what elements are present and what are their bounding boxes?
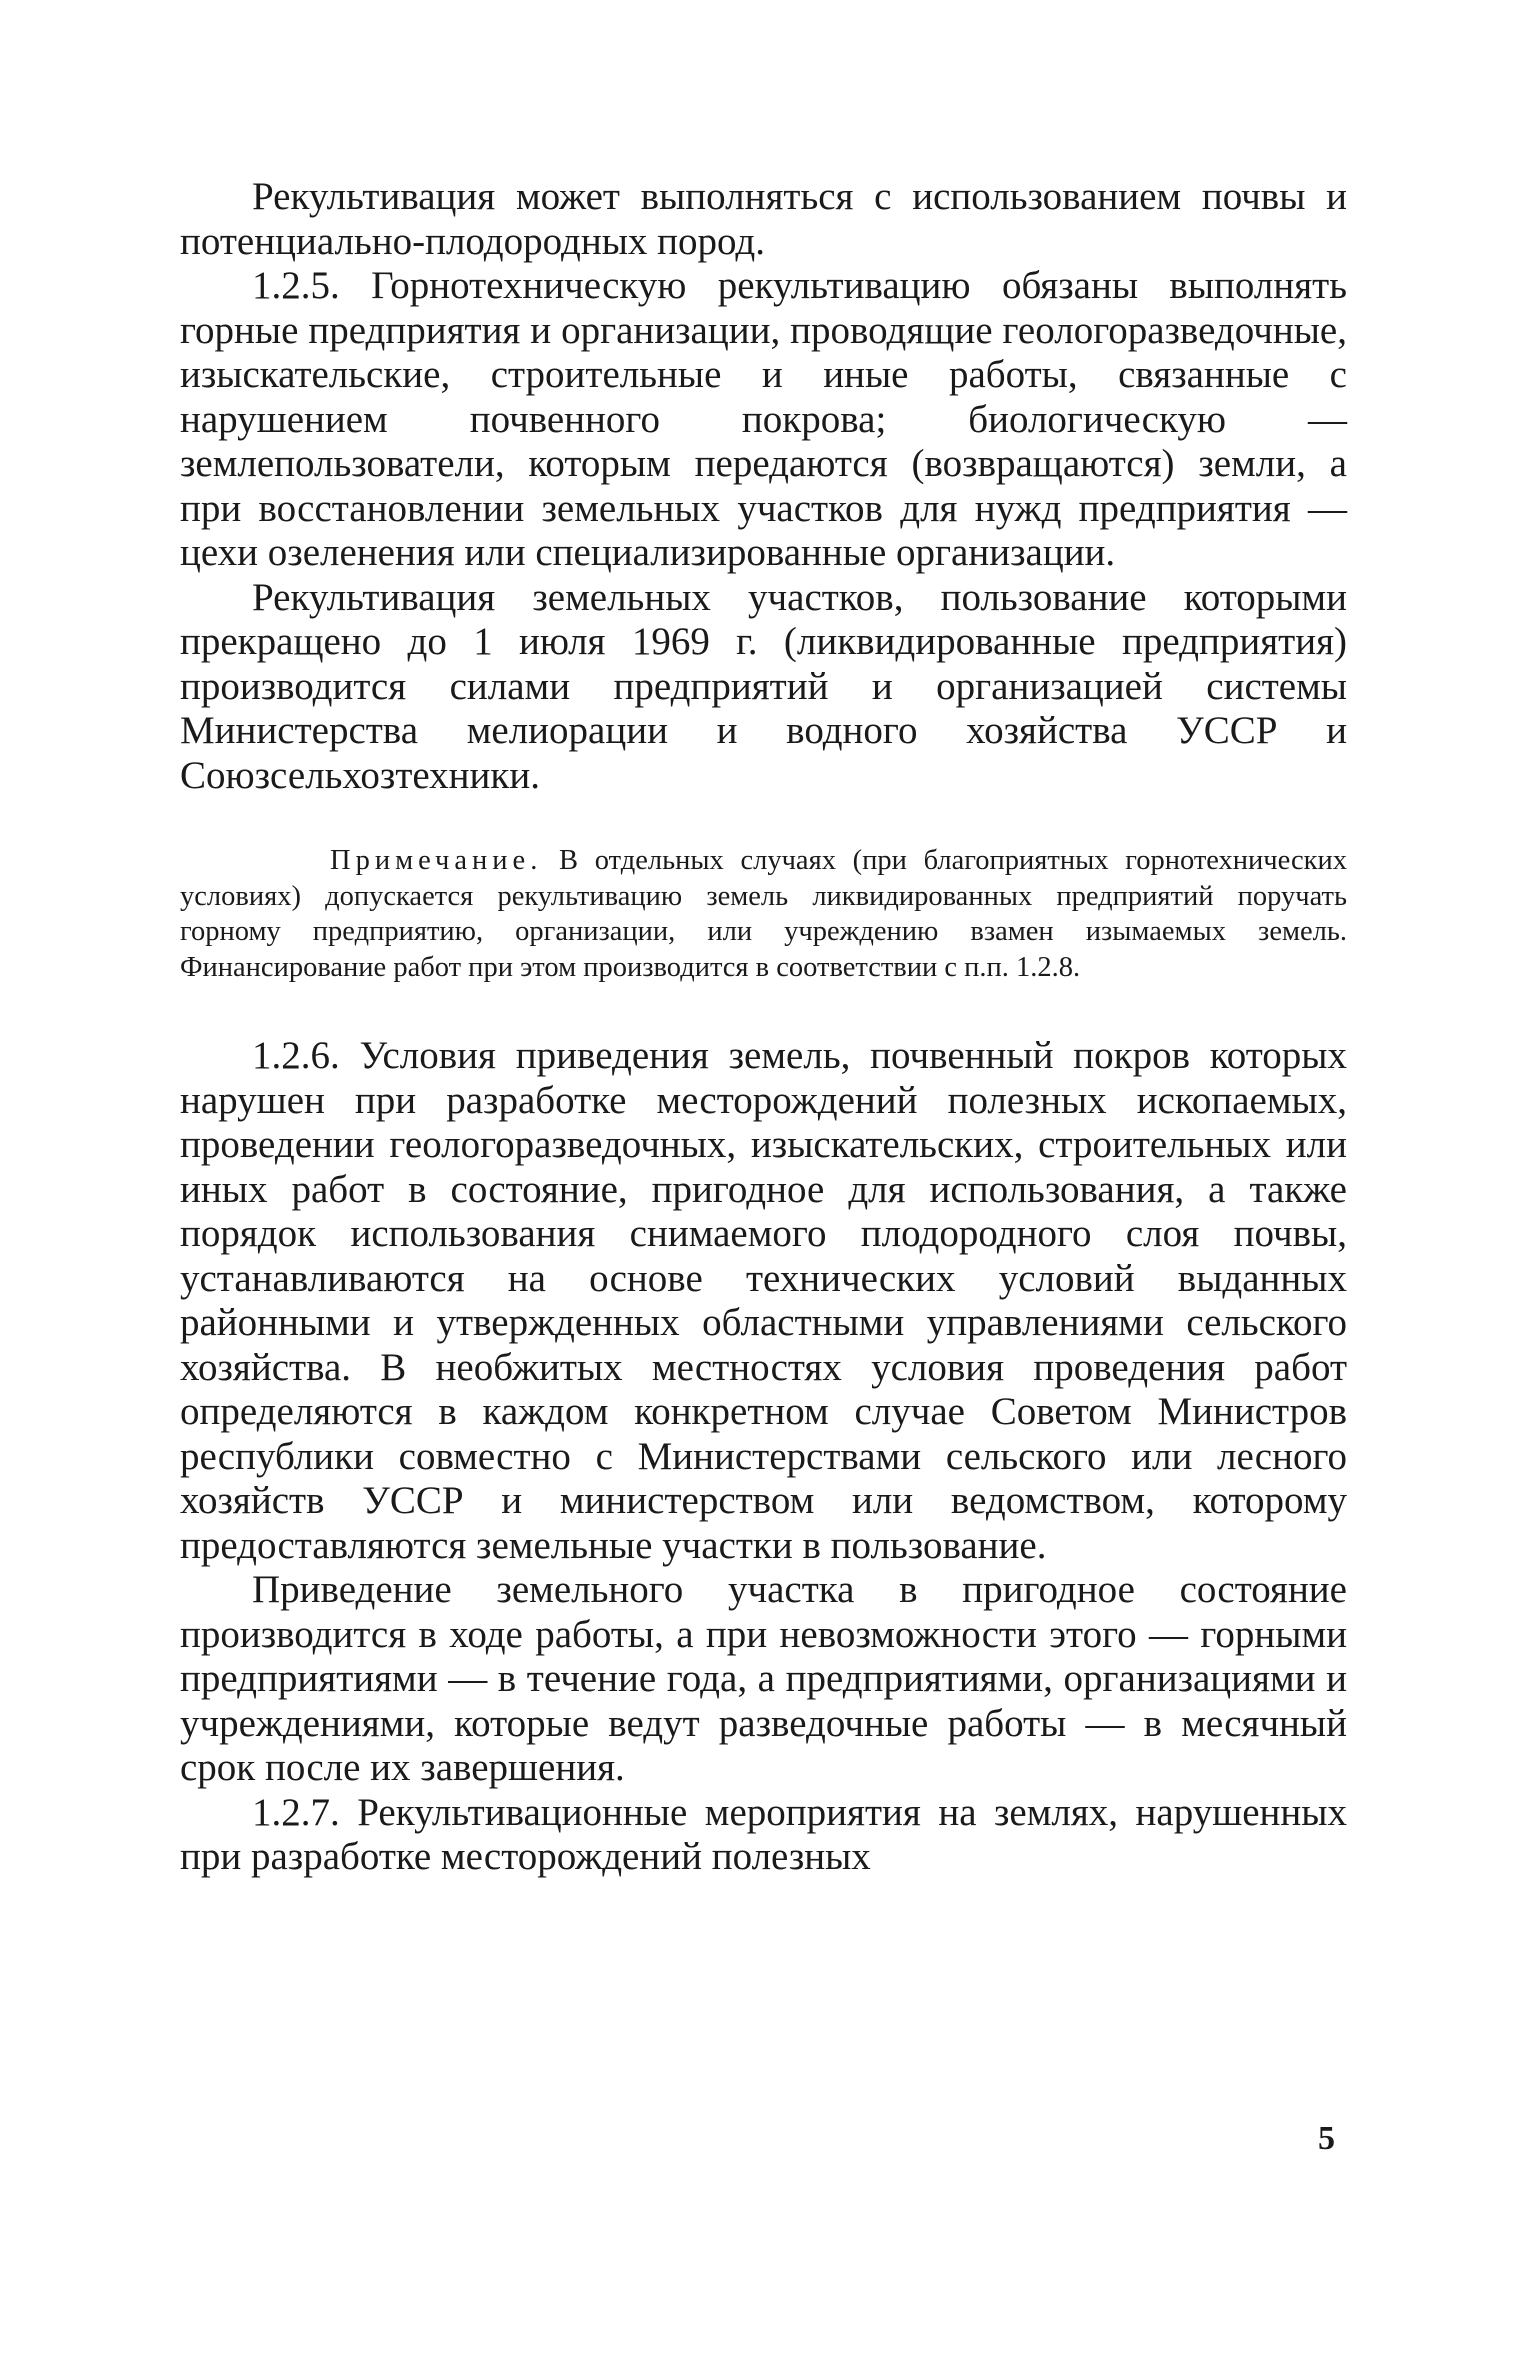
- paragraph-1-2-7: 1.2.7. Рекультивационные мероприятия на землях, нарушенных при разработке месторождений полезных: [180, 1790, 1347, 1878]
- note-text: В отдельных случаях (при благоприятных горнотехнических условиях) допускается рекультивацию земель ликвидированных предприятий поручать горному предприятию, организации, или учреждению взамен изымаемых земель. Финансирование работ при этом производится в соответствии с п.п. 1.2.8.: [180, 845, 1347, 983]
- note-label: Примечание.: [330, 845, 543, 876]
- text-column: [180, 175, 1347, 1880]
- paragraph-liquidated-enterprises: Рекультивация земельных участков, пользование которыми прекращено до 1 июля 1969 г. (ликвидированные предприятия) производится силами предприятий и организацией системы Министерства мелиорации и водного хозяйства УССР и Союзсельхозтехники.: [180, 575, 1347, 797]
- paragraph-1-2-6: 1.2.6. Условия приведения земель, почвенный покров которых нарушен при разработке месторождений полезных ископаемых, проведении геологоразведочных, изыскательских, строительных или иных работ в состояние, пригодное для использования, а также порядок использования снимаемого плодородного слоя почвы, устанавливаются на основе технических условий выданных районными и утвержденных областными управлениями сельского хозяйства. В необжитых местностях условия проведения работ определяются в каждом конкретном случае Советом Министров республики совместно с Министерствами сельского или лесного хозяйств УССР и министерством или ведомством, которому предоставляются земельные участки в пользование.: [180, 1034, 1347, 1567]
- paragraph-land-restoration-timing: Приведение земельного участка в пригодное состояние производится в ходе работы, а при невозможности этого — горными предприятиями — в течение года, а предприятиями, организациями и учреждениями, которые ведут разведочные работы — в месячный срок после их завершения.: [180, 1568, 1347, 1789]
- note-block: [180, 843, 1347, 985]
- paragraph-1-2-5: 1.2.5. Горнотехническую рекультивацию обязаны выполнять горные предприятия и организации, проводящие геологоразведочные, изыскательские, строительные и иные работы, связанные с нарушением почвенного покрова; биологическую — землепользователи, которым передаются (возвращаются) земли, а при восстановлении земельных участков для нужд предприятия — цехи озеленения или специализированные организации.: [180, 264, 1347, 574]
- paragraph-reclamation-soil: Рекультивация может выполняться с использованием почвы и потенциально-плодородных пород.: [180, 175, 1347, 263]
- page-number: 5: [1318, 2120, 1335, 2157]
